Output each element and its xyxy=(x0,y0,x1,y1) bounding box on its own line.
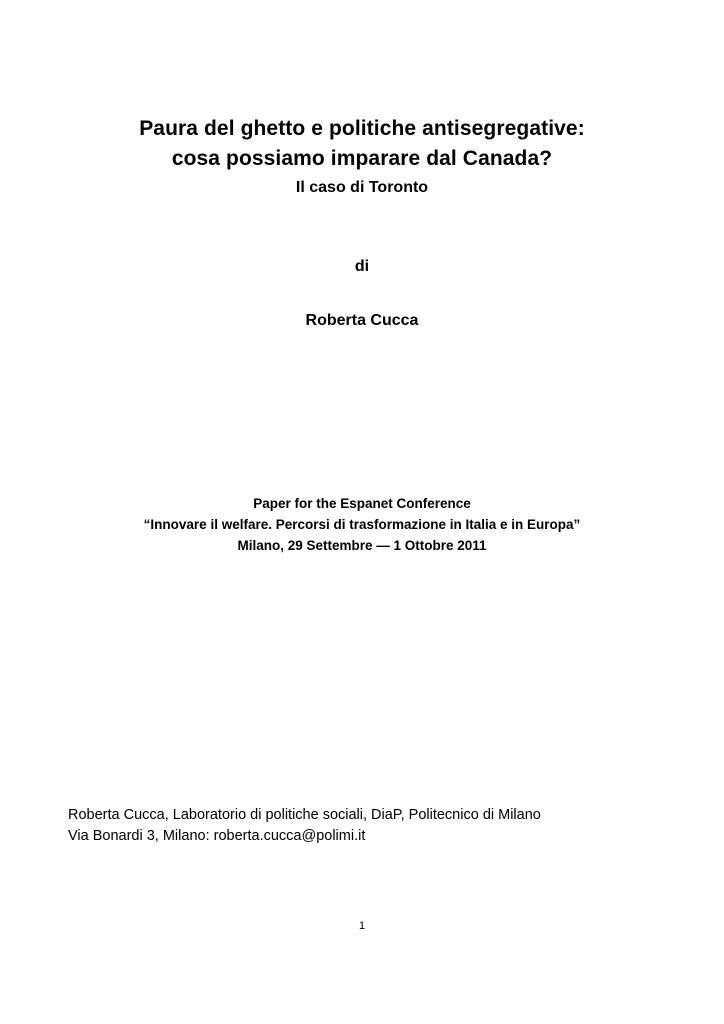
conference-title: “Innovare il welfare. Percorsi di trasformazione in Italia e in Europa” xyxy=(143,517,581,532)
affiliation-line-1: Roberta Cucca, Laboratorio di politiche sociali, DiaP, Politecnico di Milano xyxy=(68,807,541,823)
page-number: 1 xyxy=(358,920,366,932)
title-line-1: Paura del ghetto e politiche antisegregative: xyxy=(139,117,585,140)
subtitle: Il caso di Toronto xyxy=(295,179,429,196)
title-line-2: cosa possiamo imparare dal Canada? xyxy=(171,147,553,170)
byline-di: di xyxy=(354,258,370,275)
author-name: Roberta Cucca xyxy=(305,312,419,329)
conference-line-1: Paper for the Espanet Conference xyxy=(253,496,471,511)
affiliation-line-2: Via Bonardi 3, Milano: roberta.cucca@polimi.it xyxy=(68,828,366,844)
conference-dates: Milano, 29 Settembre — 1 Ottobre 2011 xyxy=(237,538,487,553)
